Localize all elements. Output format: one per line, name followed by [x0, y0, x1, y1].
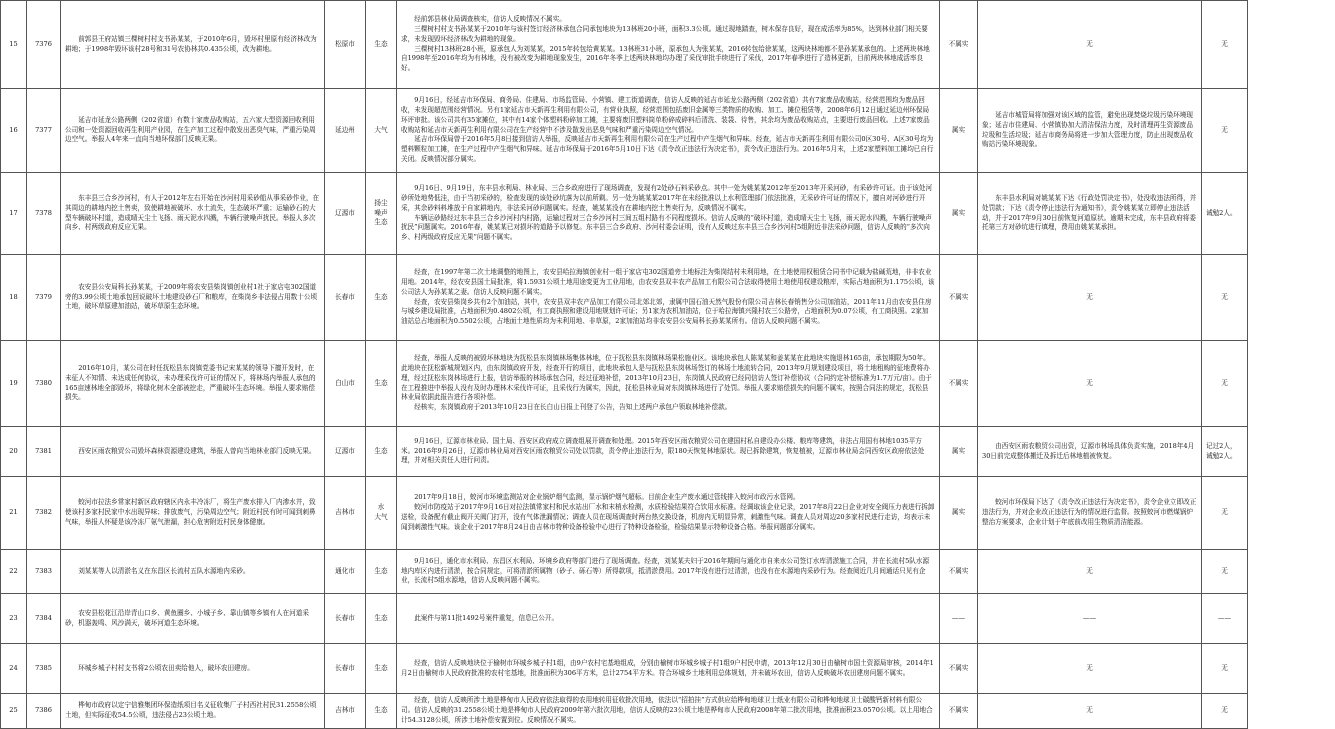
accountability-cell: 诫勉2人。: [1202, 173, 1248, 255]
petition-text: [61, 550, 325, 594]
region-cell: 长春市: [325, 255, 366, 341]
handling-paragraph: 无: [982, 293, 1197, 303]
handling-cell: [978, 427, 1202, 477]
table-row: [1, 477, 1335, 550]
accountability-cell: 无: [1202, 89, 1248, 173]
petition-paragraph: 农安县公安局科长孙某某，于2009年将农安县柴岗镇创业村1社于家店屯302国道旁的3.99公顷土地承包回说破坏土地建设砂石厂和粮库，在柴岗乡非法侵占用数十公顷土地，破坏草原建加油站，破坏草原生态环境。: [65, 283, 320, 312]
table-row: [1, 1, 1335, 89]
findings-paragraph: 蛟河市防疫站于2017年9月16日对拉法镇常家村和民水站出厂水和末梢水检测，水质检验结果符合饮用水标准。经调取该企业记录，2017年8月22日企业对安全阀压力表进行拆卸送检，设备配有截止阀开关阀门打开，没有气体泄漏情况；调查人员在现场调查时两台热交换设备，机房内无明显异常，刺激性气味。调查人员对周边20多家村民进行走访，均表示未闻到刺激性气味。该企业于2017年8月24日由吉林市特种设备检验中心进行了特种设备检验，检验结果显示特种设备合格。举报问题部分属实。: [401, 503, 935, 532]
row-number: 19: [1, 341, 27, 427]
pollution-type: 生态: [366, 1, 397, 89]
region-cell: 长春市: [325, 644, 366, 694]
verdict-cell: 不属实: [940, 550, 978, 594]
petition-paragraph: 桦甸市政府以定宁信雅集团环保造纸项目名义征收集厂子村西社村民31.2558公顷土地，但实际征收54.5公顷，违法侵占23公顷土地。: [65, 701, 320, 721]
findings-paragraph: 经核实，东岗镇政府于2013年10月23日在长白山日报上刊登了公告，告知上述两户承包户领取林地补偿款。: [401, 403, 935, 413]
petition-text: [61, 427, 325, 477]
pollution-type: 生态: [366, 341, 397, 427]
accountability-cell: 无: [1202, 255, 1248, 341]
handling-cell: [978, 594, 1202, 644]
petition-text: [61, 1, 325, 89]
findings-paragraph: 经查，农安县柴岗乡共有2个加油站，其中，农安县双丰农产品加工有限公司北郊北郊，隶属中国石油天然气股份有限公司吉林长春销售分公司加油站，2011年11月由农安县住房与城乡建设局批准，占地面积为0.4802公顷，有工商执照和建设用地规划许可证；另1家为农机加油站，位于哈拉海镇兴隆村农三公路旁，占地面积为0.07公顷，有工商执照。2家加油站总占地面积为0.5502公顷，占地面土地性质均为未利用地、非草原，2家加油站均非农安县公安局科长孙某某所有。信访人反映问题不属实。: [401, 298, 935, 327]
row-number: 16: [1, 89, 27, 173]
petition-paragraph: 环城乡城子村村支书将2公顷农田卖给他人，破坏农田建房。: [65, 664, 320, 674]
findings-cell: [397, 255, 940, 341]
findings-paragraph: 三棵树村村支书孙某某于2010年与该村签订经济林承包合同承包地块为13林班20小班，面积3.3公顷。通过现地踏查，树木保存良好，现在成活率为85%，达到林业部门相关要求，未发现毁坏经济林改为耕地的现象。: [401, 25, 935, 45]
verdict-cell: 不属实: [940, 694, 978, 729]
accountability-cell: 无: [1202, 1, 1248, 89]
handling-paragraph: 蛟河市环保局下达了《责令改正违法行为决定书》，责令企业立即改正违法行为，并对企业改正违法行为的情况进行监督。按照蛟河市燃煤锅炉整治方案要求，企业计划于年底前改用生物质清洁能源。: [982, 498, 1197, 527]
verdict-cell: 不属实: [940, 255, 978, 341]
verdict-cell: 属实: [940, 477, 978, 550]
verdict-cell: 不属实: [940, 644, 978, 694]
accountability-cell: 无: [1202, 477, 1248, 550]
accountability-cell: 记过2人，诫勉2人。: [1202, 427, 1248, 477]
region-cell: 白山市: [325, 341, 366, 427]
petition-paragraph: 2016年10月，某公司在时任抚松县东岗镇党委书记宋某某的领导下擅开发时，在未征人不知情、未达成任何协议，未办理采伐许可证的情况下，将林场内举报人承包的165亩速林地全部毁坏，将绿化树木全部被挖走，严重破坏生态环境。举报人要求赔偿损失。: [65, 364, 320, 403]
handling-cell: [978, 255, 1202, 341]
pollution-type: 生态: [366, 694, 397, 729]
table-row: [1, 173, 1335, 255]
pollution-type: 生态: [366, 427, 397, 477]
accountability-cell: 无: [1202, 644, 1248, 694]
findings-paragraph: 此案件与第11批1492号案件重复，信息已公开。: [401, 614, 935, 624]
petition-text: [61, 89, 325, 173]
findings-cell: [397, 341, 940, 427]
case-id: 7378: [27, 173, 61, 255]
region-cell: 通化市: [325, 550, 366, 594]
handling-cell: [978, 341, 1202, 427]
table-row: [1, 644, 1335, 694]
table-row: [1, 550, 1335, 594]
table-row: [1, 341, 1335, 427]
region-cell: 延边州: [325, 89, 366, 173]
accountability-cell: 无: [1202, 550, 1248, 594]
handling-paragraph: 由西安区雨农粮贸公司出资，辽源市林场具体负责实施，2018年4月30日前完成整体搬迁及拆迁后林地植被恢复。: [982, 442, 1197, 462]
verdict-cell: 属实: [940, 173, 978, 255]
verdict-cell: 属实: [940, 89, 978, 173]
case-id: 7380: [27, 341, 61, 427]
accountability-cell: 无: [1202, 694, 1248, 729]
pollution-type: 生态: [366, 550, 397, 594]
handling-paragraph: 东丰县水利局对姚某某下达《行政处罚决定书》，处没收违法所得，并处罚款；下达《责令停止违法行为通知书》，责令姚某某立即停止违法活动，并于2017年9月30日前恢复河道原状。逾期未完成，东丰县政府将委托第三方对砂坑进行填埋，费用由姚某某承担。: [982, 194, 1197, 233]
petition-text: [61, 341, 325, 427]
row-number: 17: [1, 173, 27, 255]
region-cell: 吉林市: [325, 694, 366, 729]
handling-cell: [978, 694, 1202, 729]
row-number: 18: [1, 255, 27, 341]
handling-cell: [978, 550, 1202, 594]
findings-paragraph: 2017年9月18日，蛟河市环境监测站对企业锅炉烟气监测，显示锅炉烟气超标。目前企业生产废水通过管线排入蛟河市政污水管网。: [401, 493, 935, 503]
verdict-cell: ——: [940, 594, 978, 644]
petition-paragraph: 前郭县王府站镇三棵树村村支书孙某某，于2010年6月，毁坏村里原有经济林改为耕地；于1998年毁坏该村28号和31号农协林共0.435公顷，改为耕地。: [65, 35, 320, 55]
findings-cell: [397, 1, 940, 89]
petition-text: [61, 594, 325, 644]
verdict-cell: 不属实: [940, 341, 978, 427]
case-id: 7382: [27, 477, 61, 550]
pollution-type: 扬尘 噪声 生态: [366, 173, 397, 255]
pollution-type: 水 大气: [366, 477, 397, 550]
handling-paragraph: 无: [982, 664, 1197, 674]
case-id: 7386: [27, 694, 61, 729]
table-row: [1, 694, 1335, 729]
handling-cell: [978, 644, 1202, 694]
accountability-cell: 无: [1202, 341, 1248, 427]
table-row: [1, 427, 1335, 477]
verdict-cell: 不属实: [940, 1, 978, 89]
petition-text: [61, 644, 325, 694]
handling-paragraph: 无: [982, 706, 1197, 716]
findings-cell: [397, 644, 940, 694]
verdict-cell: 属实: [940, 427, 978, 477]
case-id: 7381: [27, 427, 61, 477]
petition-text: [61, 694, 325, 729]
findings-paragraph: 经前郭县林业局调查核实，信访人反映情况不属实。: [401, 15, 935, 25]
region-cell: 辽源市: [325, 427, 366, 477]
findings-paragraph: 9月16日，经延吉市环保局、商务局、住建局、市场监管局、小营镇、建工街道调查，信访人反映的延吉市延龙公路两侧（202省道）共有7家废品收购站，经营范围均为废品回收，未发现超范围经营情况。另有1家延吉市天新再生利用有限公司，有营业执照，经营范围包括废旧金属等三类物质的收购、加工、摊位租赁等，2008年6月12日通过延边州环保局环评审批。该公司共有35家摊位，其中有14家个体塑料粉碎加工摊，主要将废旧塑料筒单粉碎成碎料后清洗、装袋、待售，其余均为废品收购站点，主要进行废品回收。上述7家废品收购站和延吉市天新再生利用有限公司在生产经营中不涉及散发出恶臭气味和严重污染周边空气情况。: [401, 96, 935, 135]
findings-paragraph: 经查，信访人反映所涉土地是桦甸市人民政府依法取得的农用地转用征收批次用地，依法以“招拍挂”方式供应给桦甸地球卫士纸业有限公司和桦甸地球卫士碳酸钙新材料有限公司。信访人反映的31.2558公顷土地是桦甸市人民政府2009年第六批次用地，信访人反映的23公顷土地是桦甸市人民政府2008年第二批次用地，批准面积23.0570公顷。以上用地合计54.3128公顷，所涉土地补偿安置到位。反映情况不属实。: [401, 696, 935, 725]
handling-cell: [978, 477, 1202, 550]
pollution-type: 生态: [366, 594, 397, 644]
findings-cell: [397, 89, 940, 173]
findings-paragraph: 三棵树村13林班28小班，原承包人为刘某某，2015年转包给黄某某。13林班31小班，原承包人为张某某，2016转包给徐某某，这两块林地都不是孙某某承包的。上述两块林地自1998年至2016年均为有林地，没有被改变为耕地现象发生，2016年冬季上述两块林地均办理了采伐审批手续进行了采伐，2017年春季进行了造林更新，目前两块林地成活率良好。: [401, 45, 935, 74]
handling-paragraph: ——: [982, 614, 1197, 624]
findings-cell: [397, 550, 940, 594]
handling-paragraph: 延吉市城管局将加强对该区域的监管，避免出现焚烧垃圾污染环境现象；延吉市住建局、小营镇协加大清洁保洁力度，及时清理再生资源废品垃圾和生活垃圾；延吉市商务局将进一步加大管理力度，防止出现废品收购站污染环境现象。: [982, 111, 1197, 150]
petition-paragraph: 农安县松花江沿岸青山口乡、黄鱼圈乡、小城子乡、靠山镇等乡镇有人在河道采砂，机器轰鸣、风沙满天，破坏河道生态环境。: [65, 609, 320, 629]
pollution-type: 生态: [366, 644, 397, 694]
findings-paragraph: 经查，举报人反映的被毁坏林地块为抚松县东岗镇林场集体林地，位于抚松县东岗镇林场果松施业区。该地块承包人陈某某和姜某某在此地块实施退林165亩，承包期限为50年。此地块在抚松新城规划区内，由东岗镇政府开发，经查开行的项目，此地块承包人是与抚松县东岗林场签订的林场土地流转合同，2013年9月规划建设项目，将土地租购的征地费将办理，经过抚松东岗林场进行上报，信访举报的林场承包合同，经过征地补偿，2013年10月23日，东岗镇人民政府已经同信访人签订补偿协议（合同约定补偿标准为1.7万元/亩）。由于在工程推进中举报人没有及时办理林木采伐许可证，且采伐行为属实，因此，抚松县林业局对东岗镇林场进行了处罚。举报人要求赔偿损失的问题不属实，按照合同法的规定，抚松县林业局依据此报告进行各项补偿。: [401, 354, 935, 403]
pollution-type: 大气: [366, 89, 397, 173]
handling-cell: [978, 89, 1202, 173]
row-number: 23: [1, 594, 27, 644]
case-id: 7379: [27, 255, 61, 341]
row-number: 22: [1, 550, 27, 594]
row-number: 21: [1, 477, 27, 550]
row-number: 15: [1, 1, 27, 89]
handling-paragraph: 无: [982, 40, 1197, 50]
petition-paragraph: 东丰县三合乡沙河村，有人于2012年左右开始在沙河村用采砂船从事采砂作业，在其周边的耕地内挖土售卖，致使耕地被破坏、水土流失，生态破坏严重；运输砂石的大型车辆破坏村道，造成晴天尘土飞扬、雨天泥水四溅，车辆行驶噪声扰民。举报人多次向乡、村两级政府反应无果。: [65, 194, 320, 233]
region-cell: 松原市: [325, 1, 366, 89]
petition-text: [61, 173, 325, 255]
findings-cell: [397, 173, 940, 255]
petition-paragraph: 蛟河市拉法乡常家村新区政府辖区内永丰冷冻厂，将生产废水排入厂内渗水井，致使该村多家村民家中水出现异味；排放废气，污染周边空气；附近村民有时可闻到刺鼻气味，举报人怀疑是该冷冻厂氨气泄漏，担心危害附近村民身体健康。: [65, 498, 320, 527]
row-number: 20: [1, 427, 27, 477]
table-row: [1, 255, 1335, 341]
handling-cell: [978, 173, 1202, 255]
findings-paragraph: 9月16日，辽源市林业局、国土局、西安区政府成立调查组展开调查和处理。2015年西安区雨农粮贸公司在建国村私自建设办公楼、粮库等建筑，非法占用国有林地1035平方米。2016年9月26日，辽源市林业局对西安区雨农粮贸公司处以罚款，责令停止违法行为，限180天恢复林地原状。现已拆除建筑，恢复植被，辽源市林业局会同西安区政府依法处理，并对相关责任人进行问责。: [401, 437, 935, 466]
findings-paragraph: 9月16日，通化市水利局、东昌区水利局、环境乡政府等部门进行了现场调查。经查，刘某某夫妇于2016年期间与通化市自来水公司签订水库清淤施工合同，并在长流村5队水源地内库区内进行清淤，按合同规定，可将清淤所属物（砂子、砾石等）所得款项，抵清淤费用。2017年没有进行过清淤，也没有在水源地内采砂行为。经查阅近几月间通话只见有企业，长流村5组水源地，信访人反映问题不属实。: [401, 557, 935, 586]
findings-cell: [397, 477, 940, 550]
findings-cell: [397, 594, 940, 644]
handling-cell: [978, 1, 1202, 89]
pollution-type: 生态: [366, 255, 397, 341]
case-id: 7384: [27, 594, 61, 644]
petition-paragraph: 延吉市延龙公路两侧（202省道）有数十家废品收购站，五六家大型资源回收利用公司和一处资源回收再生利用产业园，在生产加工过程中散发出恶臭气味，严重污染周边空气。举报人4年来一直向当地环保部门反映无果。: [65, 116, 320, 145]
row-number: 24: [1, 644, 27, 694]
case-id: 7383: [27, 550, 61, 594]
petition-paragraph: 刘某某等人以清淤名义在东昌区长流村五队水源地内采砂。: [65, 567, 320, 577]
findings-cell: [397, 694, 940, 729]
region-cell: 吉林市: [325, 477, 366, 550]
findings-paragraph: 经查，信访人反映地块位于榆树市环城乡城子村1组，由9户农村宅基地组成，分别由榆树市环城乡城子村1组9户村民申请，2013年12月30日由榆树市国土资源局审核，2014年1月2日由榆树市人民政府批准的农村宅基地，批准面积为306平方米，总计2754平方米。符合环城乡土地利用总体规划，并未破坏农田，信访人反映破坏农田建房问题不属实。: [401, 659, 935, 679]
findings-paragraph: 经查，在1997年第二次土地调整的地图上，农安县哈拉海镇创业村一组于家店屯302国道旁土地标注为柴岗结村未利用地，在土地使用权租赁合同书中记载为盐碱荒地，非非农业用地。2014年，经农安县国土局批准，将1.5931公顷土地用途变更为工业用地，由农安县双丰农产品加工有限公司合法取得使用土地使用权建设粮库，实际占地面积为1.175公顷，该公司法人为孙某某之妻。信访人反映问题不属实。: [401, 268, 935, 297]
petition-text: [61, 255, 325, 341]
petition-text: [61, 477, 325, 550]
case-id: 7376: [27, 1, 61, 89]
findings-paragraph: 9月16日、9月19日，东丰县水利局、林业局、三合乡政府进行了现场调查，发现有2处砂石料采砂点。其中一处为姚某某2012年至2013年开采河砂，有采砂许可证。由于该处河砂所处地势低洼，由于当初采砂的，检查发现的该处砂坑落为以前所剩。另一处为姚某某2017年在未经批准以上水利管理部门依法批准，无采砂许可证的情况下，擅自对河砂进行开采，其余砂料料堆放于自家耕地内，非法采河砂问题属实。经查，姚某某没有在耕地内挖土售卖行为，反映情况不属实。: [401, 184, 935, 213]
handling-paragraph: 无: [982, 567, 1197, 577]
table-body: [1, 1, 1335, 729]
case-id: 7377: [27, 89, 61, 173]
findings-paragraph: 车辆运砂路经过东丰县三合乡沙河村内村路，运输过程对三合乡沙河村三间五组村路有不同程度损坏。信访人反映的“破坏村道，造成晴天尘土飞扬，雨天泥水四溅，车辆行驶噪声扰民”问题属实。2016年春，姚某某已对损坏的道路予以修复。东丰县三合乡政府、沙河村委会证明，没有人反映过东丰县三合乡沙河村5组附近非法采砂问题，信访人反映的“多次向乡、村两级政府反应无果”问题不属实。: [401, 214, 935, 243]
region-cell: 长春市: [325, 594, 366, 644]
findings-paragraph: 延吉市环保局曾于2016年5月8日接到信访人举报，反映延吉市天新再生利用有限公司在生产过程中产生烟气和异味。经查，延吉市天新再生利用有限公司0区30号、A区30号均为塑料颗粒加工摊，在生产过程中产生烟气和异味。延吉市环保局于2016年5月10日下达《责令改正违法行为决定书》，责令改正违法行为。2016年5月末，上述2家塑料加工摊均已自行关闭。反映情况部分属实。: [401, 135, 935, 164]
case-id: 7385: [27, 644, 61, 694]
handling-paragraph: 无: [982, 379, 1197, 389]
findings-cell: [397, 427, 940, 477]
row-number: 25: [1, 694, 27, 729]
accountability-cell: ——: [1202, 594, 1248, 644]
table-row: [1, 594, 1335, 644]
table-row: [1, 89, 1335, 173]
region-cell: 辽源市: [325, 173, 366, 255]
petition-paragraph: 西安区雨农粮贸公司毁坏森林资源建设建筑，举报人曾向当地林业部门反映无果。: [65, 447, 320, 457]
